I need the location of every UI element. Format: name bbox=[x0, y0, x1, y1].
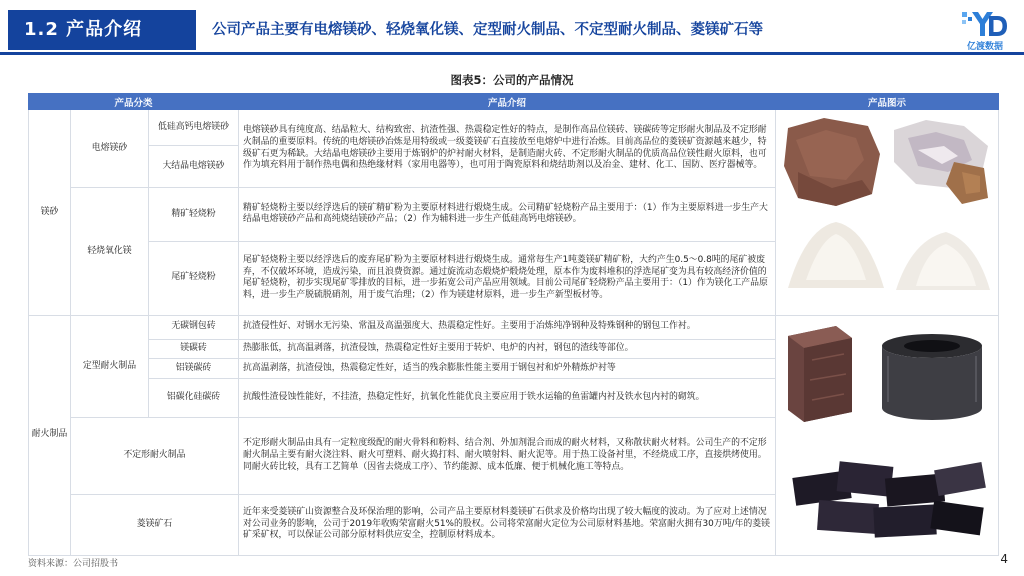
desc-magnesite: 近年来受菱镁矿山资源整合及环保治理的影响，公司产品主要原材料菱镁矿石供求及价格均出现了较大幅度的波动。为了应对上述情况对公司业务的影响，公司于2019年收购荣富耐火51%的股权。公司将荣富耐火定位为公司原材料基地。荣富耐火拥有30万吨/年的菱镁矿采矿权，可以保证公司部分原材料供应安全，控制原材料成本。 bbox=[239, 494, 776, 555]
source-note: 资料来源：公司招股书 bbox=[28, 559, 119, 569]
page-number: 4 bbox=[1000, 552, 1008, 566]
table-row bbox=[29, 315, 999, 339]
product-almgc: 铝镁碳砖 bbox=[149, 359, 239, 379]
category-mgsand: 镁砂 bbox=[29, 110, 71, 316]
refractory-products-photo bbox=[776, 316, 999, 550]
header bbox=[0, 0, 1024, 56]
subcategory-unshaped: 不定形耐火制品 bbox=[71, 418, 239, 494]
brand-logo bbox=[958, 8, 1012, 52]
header-category: 产品分类 bbox=[29, 94, 239, 110]
product-big-crystal: 大结晶电熔镁砂 bbox=[149, 146, 239, 188]
category-refractory: 耐火制品 bbox=[29, 315, 71, 555]
table-header-row bbox=[29, 94, 999, 110]
logo-text: 亿渡数据 bbox=[966, 42, 1003, 52]
desc-fine: 精矿轻烧粉主要以经浮选后的镁矿精矿粉为主要原材料进行煅烧生成。公司精矿轻烧粉产品主要用于：（1）作为主要原料进一步生产大结晶电熔镁砂产品和高纯烧结镁砂产品；（2）作为辅料进一步生产低硅高钙电熔镁砂。 bbox=[239, 188, 776, 242]
desc-mgc: 热膨胀低，抗高温剥落，抗渣侵蚀，热震稳定性好主要用于转炉、电炉的内衬，钢包的渣线等部位。 bbox=[239, 339, 776, 359]
logo-mark-icon bbox=[958, 8, 1012, 40]
desc-alsic: 抗酸性渣侵蚀性能好，不挂渣，热稳定性好，抗氧化性能优良主要应用于铁水运输的鱼雷罐内衬及铁水包内衬的砌筑。 bbox=[239, 378, 776, 417]
subcategory-light: 轻烧氧化镁 bbox=[71, 188, 149, 316]
section-label: 1.2 产品介绍 bbox=[8, 10, 196, 50]
image-cell-mgsand bbox=[776, 110, 999, 316]
desc-tail: 尾矿轻烧粉主要以经浮选后的废弃尾矿粉为主要原材料进行煅烧生成。通常每生产1吨菱镁矿精矿粉，大约产生0.5～0.8吨的尾矿被废弃，不仅破坏环境，造成污染，而且浪费资源。通过旋流动态煅烧炉煅烧处理，原本作为废料堆积的浮选尾矿变为具有较高经济价值的尾矿轻烧粉，初步实现尾矿零排放的目标，进一步拓宽公司产品应用领域。目前公司尾矿轻烧粉产品主要用于：（1）作为镁化工产品原料，进一步生产脱硫脱硝剂，用于废气治理；（2）作为镁建材原料，进一步生产新型板材等。 bbox=[239, 241, 776, 315]
header-image: 产品图示 bbox=[776, 94, 999, 110]
magnesia-products-photo bbox=[776, 110, 999, 310]
header-divider bbox=[0, 52, 1024, 55]
image-cell-refractory bbox=[776, 315, 999, 555]
desc-almgc: 抗高温剥落，抗渣侵蚀，热震稳定性好，适当的残余膨胀性能主要用于钢包衬和炉外精炼炉衬等 bbox=[239, 359, 776, 379]
product-mgc: 镁碳砖 bbox=[149, 339, 239, 359]
subcategory-magnesite: 菱镁矿石 bbox=[71, 494, 239, 555]
product-fine: 精矿轻烧粉 bbox=[149, 188, 239, 242]
header-description: 产品介绍 bbox=[239, 94, 776, 110]
desc-seamless: 抗渣侵性好、对钢水无污染、常温及高温强度大、热震稳定性好。主要用于冶炼纯净钢种及特殊钢种的钢包工作衬。 bbox=[239, 315, 776, 339]
product-table bbox=[28, 93, 999, 556]
figure-title: 图表5：公司的产品情况 bbox=[450, 73, 574, 87]
desc-unshaped: 不定形耐火制品由具有一定粒度级配的耐火骨料和粉料、结合剂、外加剂混合而成的耐火材料，又称散状耐火材料。公司生产的不定形耐火制品主要有耐火浇注料、耐火可塑料、耐火捣打料、耐火喷射料、耐火泥等。用于热工设备衬里，不经烧成工序，直接烘烤使用。同耐火砖比较，具有工艺简单（因省去烧成工序）、节约能源、成本低廉、便于机械化施工等特点。 bbox=[239, 418, 776, 494]
product-alsic: 铝碳化硅碳砖 bbox=[149, 378, 239, 417]
product-low-si: 低硅高钙电熔镁砂 bbox=[149, 110, 239, 146]
product-tail: 尾矿轻烧粉 bbox=[149, 241, 239, 315]
desc-fused: 电熔镁砂具有纯度高、结晶粒大、结构致密、抗渣性强、热震稳定性好的特点，是制作高品位镁砖、镁碳砖等定形耐火制品及不定形耐火制品的重要原料。传统的电熔镁砂冶炼是用特级或一级菱镁矿石直接放至电熔炉中进行冶炼。目前高品位的菱镁矿资源越来越少，特级矿石更为稀缺。大结晶电熔镁砂主要用于炼钢炉的炉衬耐火材料，是制造耐火砖、不定形耐火制品的优质高品位镁性耐火原料，也可作为填充料用于制作热电偶和热绝缘材料（家用电器等），也可用于陶瓷原料和烧结助剂以及冶金、建材、化工、国防、医疗器械等。 bbox=[239, 110, 776, 188]
page-title: 公司产品主要有电熔镁砂、轻烧氧化镁、定型耐火制品、不定型耐火制品、菱镁矿石等 bbox=[212, 22, 763, 38]
subcategory-fused: 电熔镁砂 bbox=[71, 110, 149, 188]
product-seamless: 无碳钢包砖 bbox=[149, 315, 239, 339]
table-row bbox=[29, 110, 999, 146]
subcategory-shaped: 定型耐火制品 bbox=[71, 315, 149, 417]
